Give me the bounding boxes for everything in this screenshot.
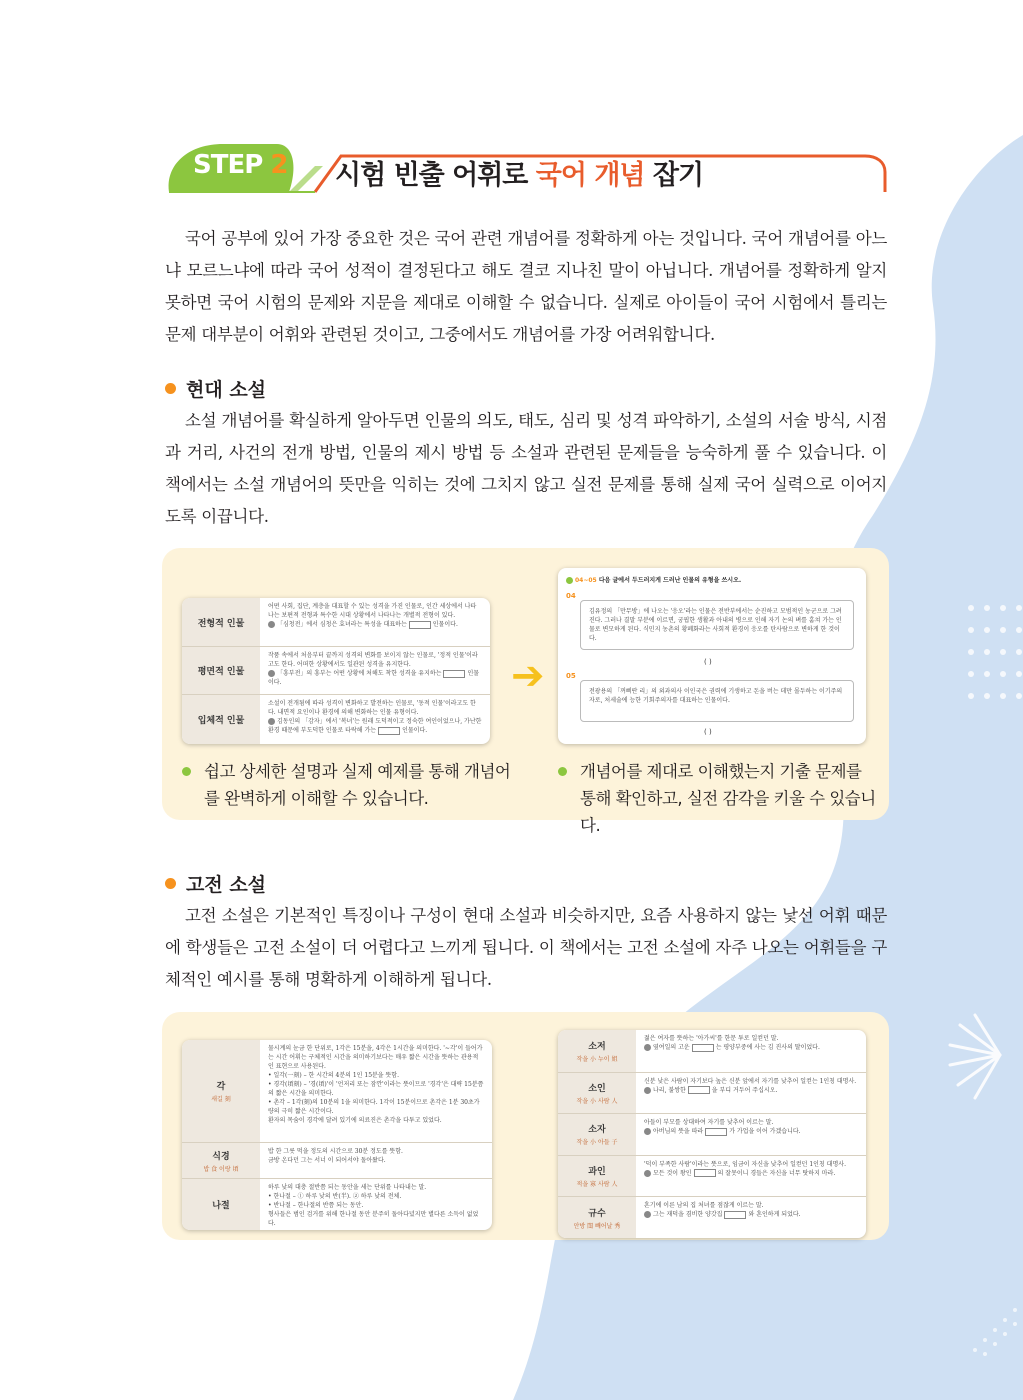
vocab-line: 물시계의 눈금 한 단위로, 1각은 15분을, 4각은 1시간을 의미한다. '~각'이 들어가는 시간 어휘는 구체적인 시간을 의미하기보다는 매우 짧은 시간을 뜻하는 관용적인 표현으로 사용된다. [268,1045,483,1070]
vocab-term-text: 소인 [588,1083,606,1094]
vocab-term-text: 각 [216,1082,226,1092]
classic-paragraph: 고전 소설은 기본적인 특징이나 구성이 현대 소설과 비슷하지만, 요즘 사용하지 않는 낯선 어휘 때문에 학생들은 고전 소설이 더 어렵다고 느끼게 됩니다. 이 책에서는 고전 소설에 자주 나오는 어휘들을 구체적인 예시를 통해 명확하게 이해하게 됩니다. [165,906,887,989]
vocab-line: • 반나절 – 한나절의 반쯤 되는 동안. [268,1202,364,1209]
vocab-row [182,1178,492,1230]
concept-sample-card [182,598,490,744]
concept-row [182,598,490,646]
example-text: 와 혼인하게 되었다. [748,1211,801,1219]
example-text: 옆여일의 고운 [653,1044,690,1051]
concept-row [182,694,490,744]
vocab-line: 환자의 목숨이 경각에 달려 있기에 의료진은 촌각을 다투고 있었다. [268,1117,442,1124]
concept-body [268,651,482,687]
diagonal-pattern-decoration [965,1290,1023,1360]
vocab-line: • 한나절 – ① 하루 낮의 반(半). ② 하루 낮의 전체. [268,1193,402,1200]
fill-blank-box[interactable] [409,621,431,629]
vocab-line: • 촌각 – 1각(刻)의 10분의 1을 의미한다. 1각이 15분이므로 촌각은 1분 30초가량의 극히 짧은 시간이다. [268,1099,480,1115]
vocab-hanja: 안방 閨 빼어날 秀 [573,1222,621,1230]
section-heading-classic: 고전 소설 [165,870,266,897]
vocab-term-text: 과인 [588,1167,606,1178]
vocab-body [268,1183,484,1228]
vocab-term [558,1030,636,1072]
vocab-body [268,1147,484,1165]
example-text: 나리, 불쌍한 [653,1086,686,1094]
fill-blank-box[interactable] [705,1128,727,1136]
vocab-term [182,1040,260,1142]
caption-right: 개념어를 제대로 이해했는지 기출 문제를 통해 확인하고, 실전 감각을 키울 수 있습니다. [558,758,878,839]
vocab-term [182,1143,260,1178]
vocab-definition: 신분 낮은 사람이 자기보다 높은 신분 앞에서 자기를 낮추어 일컫는 1인칭 대명사. [644,1077,857,1085]
vocab-row [182,1040,492,1142]
vocab-line: • 경각(頃刻) – '경(頃)'이 '언저리 또는 잠깐'이라는 뜻이므로 '경각'은 대략 15분쯤의 짧은 시간을 의미한다. [268,1081,484,1097]
fill-blank-box[interactable] [443,670,465,678]
concept-term: 평면적 인물 [182,647,260,694]
dot-pattern-decoration [963,600,1023,710]
intro-paragraph: 국어 공부에 있어 가장 중요한 것은 국어 관련 개념어를 정확하게 아는 것입니다. 국어 개념어를 아느냐 모르느냐에 따라 국어 성적이 결정된다고 해도 결코 지나친 말이 아닙니다. 개념어를 정확하게 알지 못하면 국어 시험의 문제와 지문을 제대로 이해할 수 없습니다. 실제로 아이들이 국어 시험에서 틀리는 문제 대부분이 어휘와 관련된 것이고, 그중에서도 개념어를 가장 어려워합니다. [165,229,887,344]
fill-blank-box[interactable] [378,727,400,735]
vocab-line: • 일각(一刻) – 한 시간의 4분의 1인 15분을 뜻함. [268,1072,400,1079]
example-icon [644,1211,651,1218]
fill-blank-box[interactable] [688,1086,710,1094]
fill-blank-box[interactable] [724,1211,746,1219]
vocab-example [644,1086,858,1095]
vocab-line: 형사들은 범인 검거를 위해 한나절 동안 분주히 돌아다녔지만 별다른 소득이 없었다. [268,1211,479,1227]
vocab-term-text: 소자 [588,1125,606,1136]
vocab-example [644,1127,858,1136]
concept-body [268,602,482,629]
fill-blank-box[interactable] [692,1044,714,1052]
example-text: 그는 재덕을 겸비한 양갓집 [653,1211,723,1219]
vocab-definition: '덕이 부족한 사람'이라는 뜻으로, 임금이 자신을 낮추어 일컫던 1인칭 대명사. [644,1160,846,1168]
classic-right-card [558,1030,866,1238]
fill-blank-box[interactable] [694,1169,716,1177]
concept-body [268,699,482,735]
example-text: 모든 것이 왕인 [653,1169,692,1177]
example-icon [268,718,275,725]
concept-example [268,620,482,629]
example-text: 인물이다. [402,727,428,734]
vocab-term [558,1156,636,1197]
vocab-example [644,1210,858,1219]
example-icon [268,621,275,628]
question-number: 05 [566,672,576,680]
vocab-term-text: 식경 [212,1151,230,1162]
vocab-hanja: 적을 寡 사람 人 [576,1181,618,1189]
concept-description: 작품 속에서 처음부터 끝까지 성격의 변화를 보이지 않는 인물로, '정적 인물'이라고도 한다. 어떠한 상황에서도 일관된 성격을 유지한다. [268,652,478,668]
vocab-row [558,1072,866,1114]
modern-sample-panel [162,548,889,835]
concept-term: 입체적 인물 [182,695,260,744]
concept-description: 어떤 사회, 집단, 계층을 대표할 수 있는 성격을 가진 인물로, 인간 세상에서 나타나는 보편적 전형과 특수한 시대 상황에서 나타나는 개별적 전형이 있다. [268,603,477,619]
vocab-term-text: 규수 [588,1208,606,1219]
bullet-dot-icon [165,383,176,394]
vocab-body [644,1160,858,1178]
bullet-dot-icon [165,878,176,889]
example-text: 가 가업을 이어 가겠습니다. [729,1128,801,1136]
bullet-icon [566,577,573,584]
vocab-hanja: 작을 小 아들 子 [576,1139,618,1147]
vocab-body [644,1201,858,1219]
vocab-body [268,1044,484,1125]
classic-sample-panel [162,1012,889,1240]
concept-description: 소설이 전개됨에 따라 성격이 변화하고 발전하는 인물로, '동적 인물'이라고도 한다. 내면적 요인이나 환경에 의해 변화하는 인물 유형이다. [268,700,476,716]
section-heading-modern: 현대 소설 [165,375,266,402]
vocab-term [558,1114,636,1155]
vocab-hanja: 새길 刻 [211,1096,231,1103]
example-text: 는 평양부중에 사는 김 진사의 딸이었다. [715,1044,820,1051]
vocab-row [182,1142,492,1178]
vocab-row [558,1196,866,1238]
answer-blank[interactable]: ( ) [704,658,712,666]
vocab-definition: 혼기에 이른 남의 집 처녀를 점잖게 이르는 말. [644,1202,764,1210]
concept-term: 전형적 인물 [182,598,260,646]
vocab-term [182,1179,260,1230]
vocab-hanja: 밥 食 이랑 頃 [203,1165,239,1173]
vocab-term [558,1073,636,1114]
vocab-term-text: 소저 [588,1041,606,1052]
caption-left: 쉽고 상세한 설명과 실제 예제를 통해 개념어를 완벽하게 이해할 수 있습니다. [182,758,522,812]
bullet-dot-icon [558,767,567,776]
example-text: 을 부디 거두어 주십시오. [711,1086,778,1094]
vocab-definition: 젊은 여자를 뜻하는 '아가씨'를 한문 투로 일컫던 말. [644,1035,779,1042]
vocab-term [558,1197,636,1238]
vocab-definition: 아들이 부모를 상대하여 자기를 낮추어 이르는 말. [644,1119,774,1127]
example-icon [644,1044,651,1051]
example-icon [644,1128,651,1135]
vocab-hanja: 작을 小 누이 姐 [576,1055,618,1063]
example-icon [644,1087,651,1094]
vocab-hanja: 작을 小 사람 人 [576,1097,618,1105]
vocab-body [644,1118,858,1136]
modern-paragraph: 소설 개념어를 확실하게 알아두면 인물의 의도, 태도, 심리 및 성격 파악하기, 소설의 서술 방식, 시점과 거리, 사건의 전개 방법, 인물의 제시 방법 등 소설과 관련된 문제들을 능숙하게 풀 수 있습니다. 이 책에서는 소설 개념어의 뜻만을 익히는 것에 그치지 않고 실전 문제를 통해 실제 국어 실력으로 이어지도록 이끕니다. [165,411,887,526]
vocab-row [558,1030,866,1072]
concept-example [268,669,482,687]
bullet-dot-icon [182,767,191,776]
question-sample-card [558,568,866,744]
example-text: 아버님의 뜻을 따라 [653,1128,704,1136]
vocab-line: 금방 온다던 그는 서너 이 되어서야 돌아왔다. [268,1157,386,1164]
example-icon [268,670,275,677]
sunburst-decoration [930,1010,1010,1100]
vocab-line: 밥 한 그릇 먹을 정도의 시간으로 30분 정도를 뜻함. [268,1148,403,1155]
vocab-body [644,1077,858,1095]
step-header [165,140,890,200]
question-passage: 김유정의 「만무방」에 나오는 '응오'라는 인물은 전반부에서는 순진하고 모범적인 농군으로 그려진다. 그러나 결말 부분에 이르면, 궁핍한 생활과 아내의 병으로 인해 자기 논의 벼를 훔쳐 가는 인물로 변모하게 된다. 식민지 농촌의 황폐화라는 사회적 환경이 응오를 탄사람으로 변하게 한 것이다. [580,600,854,650]
example-icon [644,1170,651,1177]
vocab-term-text: 나절 [212,1201,230,1211]
classic-left-card [182,1040,492,1230]
concept-row [182,646,490,694]
example-text: 인물이다. [268,670,480,686]
example-text: 「심청전」에서 심청은 효녀라는 특성을 대표하는 [277,621,407,628]
question-instruction: 04~05 다음 글에서 두드러지게 드러난 인물의 유형을 쓰시오. [566,576,741,585]
answer-blank[interactable]: ( ) [704,728,712,736]
step-number: 2 [270,150,288,180]
step-label: STEP 2 [193,150,288,180]
vocab-row [558,1113,866,1155]
vocab-row [558,1155,866,1197]
example-text: 인물이다. [432,621,458,628]
example-text: 「흥부전」의 흥부는 어떤 상황에 처해도 착한 성격을 유지하는 [277,670,442,677]
vocab-example [644,1169,858,1178]
vocab-line: 하루 낮의 대충 절반쯤 되는 동안을 세는 단위를 나타내는 말. [268,1184,427,1191]
concept-example [268,717,482,735]
question-passage: 전광용의 「꺼삐딴 리」의 외과의사 이인국은 권력에 기생하고 돈을 버는 데만 몰두하는 이기주의자로, 처세술에 능한 기회주의자를 대표하는 인물이다. [580,680,854,722]
page-title: 시험 빈출 어휘로 국어 개념 잡기 [335,160,704,191]
example-text: 김동인의 「감자」에서 '복녀'는 원래 도덕적이고 정숙한 여인이었으나, 가난한 환경 때문에 부도덕한 인물로 타락해 가는 [268,718,482,734]
example-text: 의 잘못이니 경들은 자신을 너무 탓하지 마라. [717,1169,836,1177]
vocab-example [644,1043,858,1052]
question-number: 04 [566,592,576,600]
arrow-right-icon: ➔ [511,653,545,699]
vocab-body [644,1034,858,1052]
